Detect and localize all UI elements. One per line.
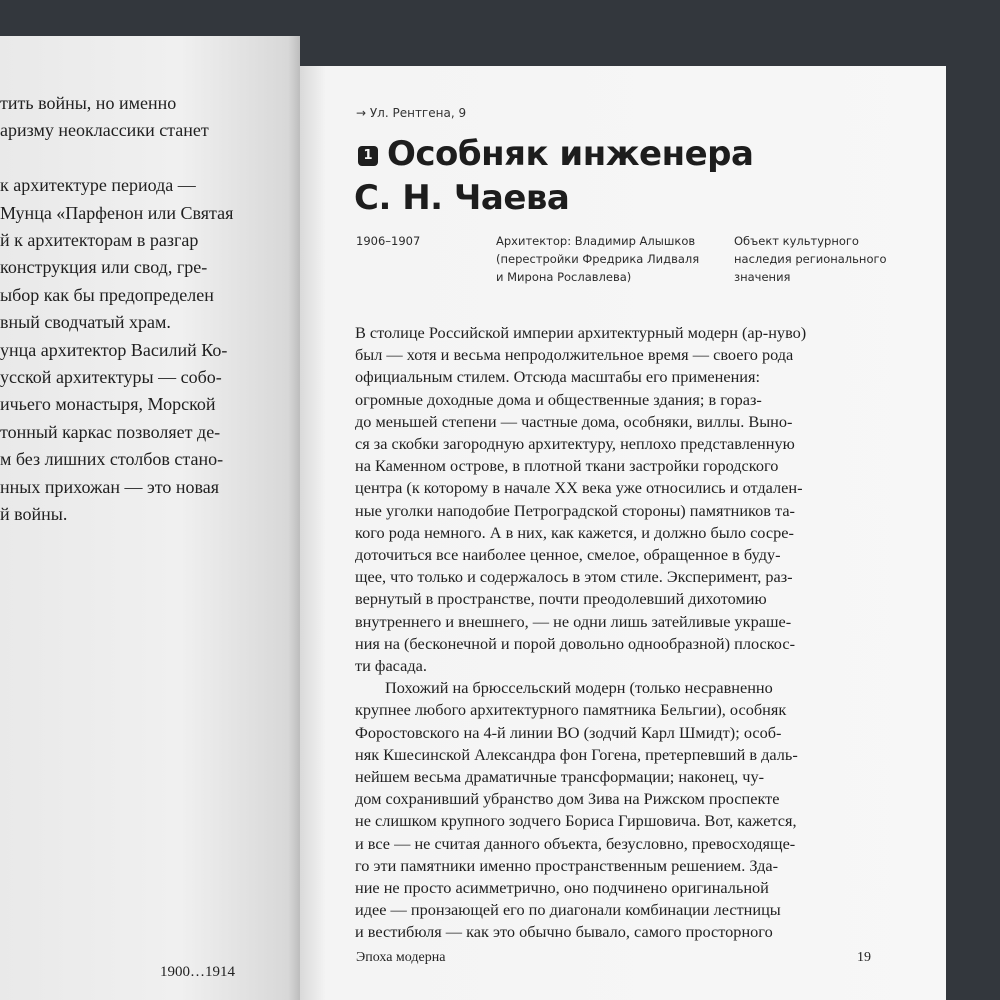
- running-footer: Эпоха модерна: [356, 950, 446, 965]
- address-line: → Ул. Рентгена, 9: [356, 106, 467, 120]
- text-line: и вестибюля — как это обычно бывало, самого просторного: [355, 922, 773, 942]
- entry-title-line-2: С. Н. Чаева: [354, 178, 570, 218]
- text-line: Форостовского на 4-й линии ВО (зодчий Карл Шмидт); особ-: [355, 722, 782, 742]
- text-line: идее — пронзающей его по диагонали комбинации лестницы: [355, 900, 781, 920]
- text-line: крупнее любого архитектурного памятника Бельгии), особняк: [355, 700, 787, 720]
- text-line: й войны.: [0, 504, 68, 525]
- text-line: ичьего монастыря, Морской: [0, 394, 216, 415]
- text-line: Объект культурного: [734, 234, 859, 248]
- text-line: центра (к которому в начале XX века уже относились и отдален-: [355, 478, 803, 498]
- text-line: ные уголки наподобие Петроградской стороны) памятников та-: [355, 500, 795, 520]
- entry-heading: [354, 132, 753, 220]
- entry-title: [354, 132, 753, 220]
- text-line: (перестройки Фредрика Лидваля: [496, 252, 700, 266]
- text-line: Архитектор: Владимир Алышков: [496, 234, 696, 248]
- text-line: огромные доходные дома и общественные здания; в гораз-: [355, 389, 762, 409]
- text-line: вернутый в пространстве, почти преодолевший дихотомию: [355, 589, 767, 609]
- text-line: Похожий на брюссельский модерн (только несравненно: [385, 678, 773, 698]
- text-line: ыбор как бы предопределен: [0, 284, 214, 305]
- text-line: доточиться все наиболее ценное, смелое, обращенное в буду-: [355, 545, 781, 565]
- construction-years: 1906–1907: [356, 234, 421, 248]
- text-line: щее, что только и содержалось в этом стиле. Эксперимент, раз-: [355, 567, 793, 587]
- left-page-footer: 1900…1914: [160, 964, 235, 980]
- text-line: го эти памятники именно пространственным решением. Зда-: [355, 855, 779, 875]
- text-line: и все — не считая данного объекта, безусловно, превосходяще-: [355, 833, 796, 853]
- text-line: В столице Российской империи архитектурный модерн (ар-нуво): [355, 323, 807, 342]
- text-line: тить войны, но именно: [0, 93, 177, 113]
- text-line: официальным стилем. Отсюда масштабы его применения:: [355, 367, 761, 387]
- paragraph-1: [355, 322, 895, 677]
- text-line: тонный каркас позволяет де-: [0, 421, 221, 442]
- entry-title-line-1: Особняк инженера: [387, 134, 754, 174]
- paragraph-2: [355, 677, 895, 943]
- left-page: [0, 36, 300, 1000]
- text-line: унца архитектор Василий Ко-: [0, 339, 228, 360]
- text-line: ти фасада.: [355, 656, 427, 676]
- text-line: вный сводчатый храм.: [0, 312, 171, 333]
- text-line: к архитектуре периода —: [0, 175, 196, 196]
- article-body: [355, 322, 895, 944]
- text-line: значения: [734, 270, 791, 284]
- text-line: няк Кшесинской Александра фон Гогена, претерпевший в даль-: [355, 744, 798, 764]
- text-line: внутреннего и внешнего, — не одни лишь затейливые украше-: [355, 611, 792, 631]
- entry-number-badge: 1: [358, 146, 378, 166]
- text-line: аризму неоклассики станет: [0, 120, 209, 141]
- text-line: и Мирона Рославлева): [496, 270, 632, 284]
- text-line: конструкция или свод, гре-: [0, 257, 208, 278]
- text-line: ния на (бесконечной и порой довольно однообразной) плоскос-: [355, 633, 796, 653]
- text-line: м без лишних столбов стано-: [0, 449, 224, 470]
- text-line: дом сохранивший убранство дом Зива на Рижском проспекте: [355, 789, 780, 809]
- text-line: кого рода немного. А в них, как кажется, и должно было сосре-: [355, 522, 794, 542]
- text-line: [0, 145, 234, 172]
- text-line: до меньшей степени — частные дома, особняки, виллы. Выно-: [355, 411, 793, 431]
- text-line: ние не просто асимметрично, оно подчинено оригинальной: [355, 878, 769, 898]
- text-line: наследия регионального: [734, 252, 887, 266]
- architect-info: [496, 232, 716, 286]
- text-line: й к архитекторам в разгар: [0, 230, 199, 251]
- page-number: 19: [857, 950, 871, 965]
- text-line: был — хотя и весьма непродолжительное время — своего рода: [355, 345, 794, 365]
- text-line: усской архитектуры — собо-: [0, 367, 222, 388]
- text-line: на Каменном острове, в плотной ткани застройки городского: [355, 456, 779, 476]
- right-page: [300, 66, 946, 1000]
- text-line: ся за скобки загородную архитектуру, неплохо представленную: [355, 434, 795, 454]
- heritage-status: [734, 232, 904, 286]
- text-line: нейшем весьма драматичные трансформации; наконец, чу-: [355, 767, 765, 787]
- text-line: Мунца «Парфенон или Святая: [0, 202, 234, 223]
- left-page-text: [0, 90, 234, 529]
- text-line: не слишком крупного зодчего Бориса Гиршовича. Вот, кажется,: [355, 811, 797, 831]
- text-line: нных прихожан — это новая: [0, 476, 220, 497]
